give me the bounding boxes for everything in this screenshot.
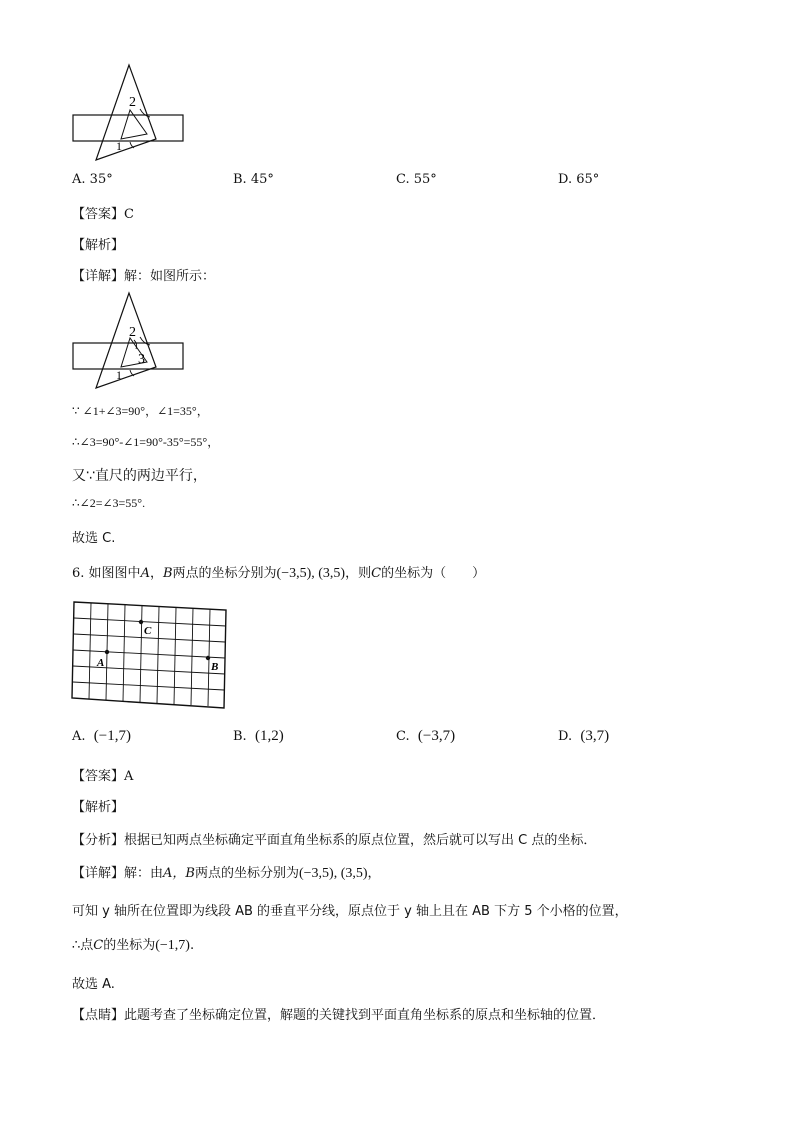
stem-text: ，则 (345, 566, 372, 581)
detail-intro: 解：如图所示： (124, 269, 216, 284)
fenxi-text: 根据已知两点坐标确定平面直角坐标系的原点位置，然后就可以写出 C 点的坐标． (124, 833, 597, 848)
option-a (72, 172, 113, 187)
option-text: 45° (250, 172, 274, 187)
fenxi-label: 【分析】 (72, 833, 125, 848)
option-text: 35° (89, 172, 113, 187)
option-text: (−3,7) (417, 728, 456, 744)
point-b-dot (206, 656, 210, 660)
detail-line-3 (72, 934, 194, 954)
grid-label-a: A (97, 657, 105, 669)
option-letter: B. (233, 172, 247, 187)
detail-text: 两点的坐标分别为 (194, 866, 299, 881)
step-2: ∴∠3=90°-∠1=90°-35°=55°， (72, 435, 220, 449)
detail-coords: (−3,5), (3,5) (299, 866, 368, 881)
grid-lines (72, 602, 226, 708)
point-c: C (371, 566, 382, 581)
triangle-outer (96, 65, 156, 160)
answer-value: C (124, 207, 134, 222)
conclusion: 故选 C. (72, 531, 116, 546)
grid-border (72, 602, 226, 708)
option-text: 65° (576, 172, 600, 187)
analysis-label: 【解析】 (72, 800, 125, 815)
option-b (233, 172, 274, 187)
option-d (558, 728, 609, 745)
detail-text: 解：由 (124, 866, 164, 881)
option-letter: A. (72, 172, 86, 187)
option-letter: D. (558, 729, 573, 744)
grid-label-c: C (144, 625, 152, 637)
step-1: ∵ ∠1+∠3=90°，∠1=35°， (72, 404, 209, 418)
stem-text: 如图图中 (88, 566, 141, 581)
detail-label: 【详解】 (72, 866, 125, 881)
fenxi-line (72, 829, 596, 848)
ruler (73, 343, 183, 369)
detail-end: ， (367, 866, 381, 881)
coords: (−3,5), (3,5) (276, 566, 346, 581)
analysis-label: 【解析】 (72, 238, 125, 253)
question-6-stem (72, 562, 485, 582)
triangle-outer (96, 293, 156, 388)
triangle-inner (121, 110, 147, 139)
detail-text: ∴点 (72, 938, 94, 953)
grid-label-b: B (211, 661, 219, 673)
question-number: 6. (72, 566, 85, 581)
detail-points: A，B (163, 866, 195, 881)
option-text: (−1,7) (93, 728, 131, 744)
option-text: 55° (413, 172, 437, 187)
point-a: A (140, 566, 150, 581)
answer-value: A (124, 769, 134, 784)
option-c (396, 728, 455, 745)
point-c-dot (139, 620, 143, 624)
stem-sep: ， (149, 566, 163, 581)
answer-label: 【答案】 (72, 769, 125, 784)
detail-line (72, 265, 215, 284)
detail-text: 的坐标为 (103, 938, 156, 953)
option-a (72, 728, 131, 745)
dianjing-text: 此题考查了坐标确定位置，解题的关键找到平面直角坐标系的原点和坐标轴的位置． (124, 1008, 606, 1023)
option-text: (1,2) (254, 728, 284, 744)
detail-coord: (−1,7) (155, 938, 190, 953)
triangle-ruler-figure (68, 62, 192, 164)
option-letter: D. (558, 172, 573, 187)
ruler (73, 115, 183, 141)
option-b (233, 728, 284, 745)
dianjing-label: 【点睛】 (72, 1008, 125, 1023)
step-3: 又∵直尺的两边平行， (72, 468, 207, 484)
option-letter: B. (233, 729, 247, 744)
option-letter: A. (72, 729, 86, 744)
detail-end: . (189, 938, 195, 953)
angle-label-2: 2 (129, 95, 136, 110)
stem-text: 两点的坐标分别为 (172, 566, 277, 581)
point-c: C (93, 938, 104, 953)
answer-line (72, 203, 134, 222)
answer-line (72, 765, 133, 784)
angle-label-2: 2 (129, 325, 136, 340)
answer-label: 【答案】 (72, 207, 125, 222)
detail-line (72, 862, 381, 882)
angle-label-3: 3 (138, 352, 145, 367)
angle-label-1: 1 (116, 139, 122, 153)
option-c (396, 172, 437, 187)
point-a-dot (105, 650, 109, 654)
triangle-ruler-figure-labeled (68, 290, 192, 392)
option-letter: C. (396, 172, 410, 187)
option-letter: C. (396, 729, 410, 744)
dianjing-line (72, 1004, 605, 1023)
conclusion: 故选 A. (72, 977, 115, 992)
step-4: ∴∠2=∠3=55°. (72, 496, 146, 510)
option-d (558, 172, 599, 187)
option-text: (3,7) (580, 728, 610, 744)
detail-line-2: 可知 y 轴所在位置即为线段 AB 的垂直平分线，原点位于 y 轴上且在 AB 下方 5 个小格的位置， (72, 904, 628, 919)
point-b: B (162, 566, 173, 581)
stem-text: 的坐标为（ ） (381, 566, 486, 581)
angle-label-1: 1 (116, 368, 122, 382)
detail-label: 【详解】 (72, 269, 125, 284)
coordinate-grid-figure (68, 596, 234, 714)
